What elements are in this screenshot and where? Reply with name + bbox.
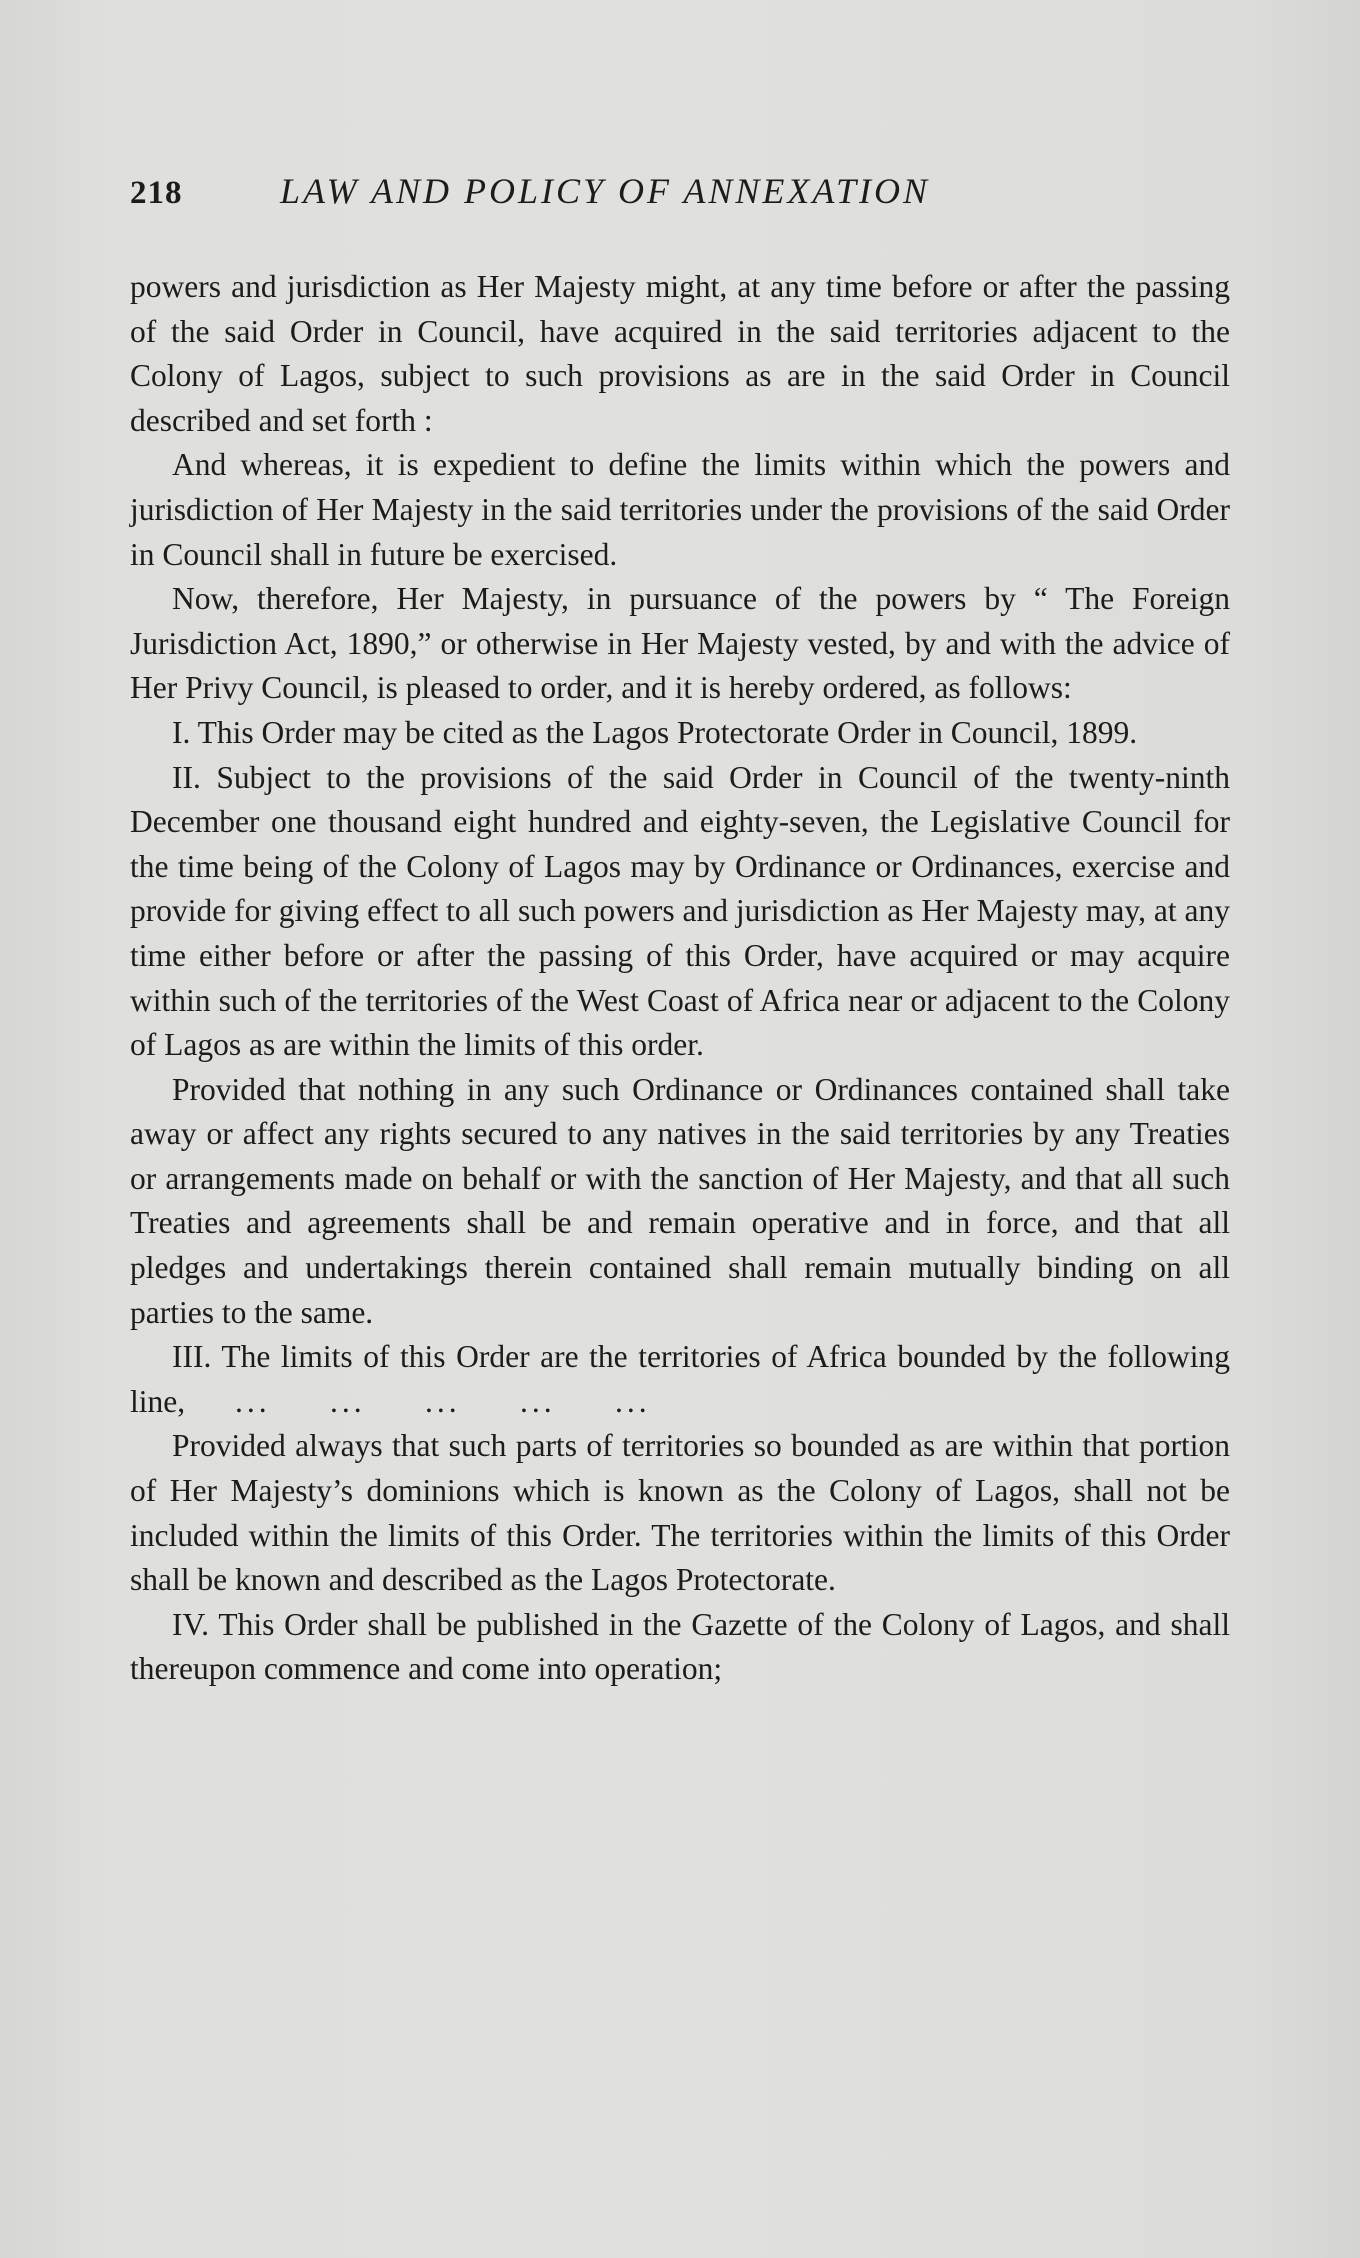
running-title: LAW AND POLICY OF ANNEXATION	[280, 171, 931, 211]
paragraph-whereas: And whereas, it is expedient to define the limits within which the powers and jurisdiction of Her Majesty in the said territories under the provisions of the said Order in Council shall in future be exercised.	[130, 447, 1230, 572]
paragraph-now-therefore: Now, therefore, Her Majesty, in pursuance of the powers by “ The Foreign Jurisdiction Act, 1890,” or otherwise in Her Majesty vested, by and with the advice of Her Privy Council, is pleased to order, and it is hereby ordered, as follows:	[130, 581, 1230, 706]
article-three	[130, 1335, 1230, 1424]
article-four: IV. This Order shall be published in the Gazette of the Colony of Lagos, and shall thereupon commence and come into operation;	[130, 1606, 1230, 1687]
article-one: I. This Order may be cited as the Lagos Protectorate Order in Council, 1899.	[172, 714, 1138, 750]
dot-leaders: ... ... ... ... ...	[235, 1383, 651, 1419]
paragraph-proviso: Provided that nothing in any such Ordinance or Ordinances contained shall take away or affect any rights secured to any natives in the said territories by any Treaties or arrangements made on behalf or with the sanction of Her Majesty, and that all such Treaties and agreements shall be and remain operative and in force, and that all pledges and undertakings therein contained shall remain mutually binding on all parties to the same.	[130, 1071, 1230, 1330]
paragraph-continuation: powers and jurisdiction as Her Majesty might, at any time before or after the passing of the said Order in Council, have acquired in the said territories adjacent to the Colony of Lagos, subject to such provisions as are in the said Order in Council described and set forth :	[130, 269, 1230, 438]
paragraph-provided-always: Provided always that such parts of territories so bounded as are within that portion of Her Majesty’s dominions which is known as the Colony of Lagos, shall not be included within the limits of this Order. The territories within the limits of this Order shall be known and described as the Lagos Protectorate.	[130, 1428, 1230, 1598]
article-three-text: III. The limits of this Order are the territories of Africa bounded by the following line,	[130, 1339, 1230, 1419]
page-number: 218	[130, 175, 183, 211]
running-head	[130, 170, 1230, 220]
body-text	[130, 265, 1230, 1692]
article-two: II. Subject to the provisions of the said Order in Council of the twenty-ninth December one thousand eight hundred and eighty-seven, the Legislative Council for the time being of the Colony of Lagos may by Ordinance or Ordinances, exercise and provide for giving effect to all such powers and jurisdiction as Her Majesty may, at any time either before or after the passing of this Order, have acquired or may acquire within such of the territories of the West Coast of Africa near or adjacent to the Colony of Lagos as are within the limits of this order.	[130, 759, 1230, 1063]
